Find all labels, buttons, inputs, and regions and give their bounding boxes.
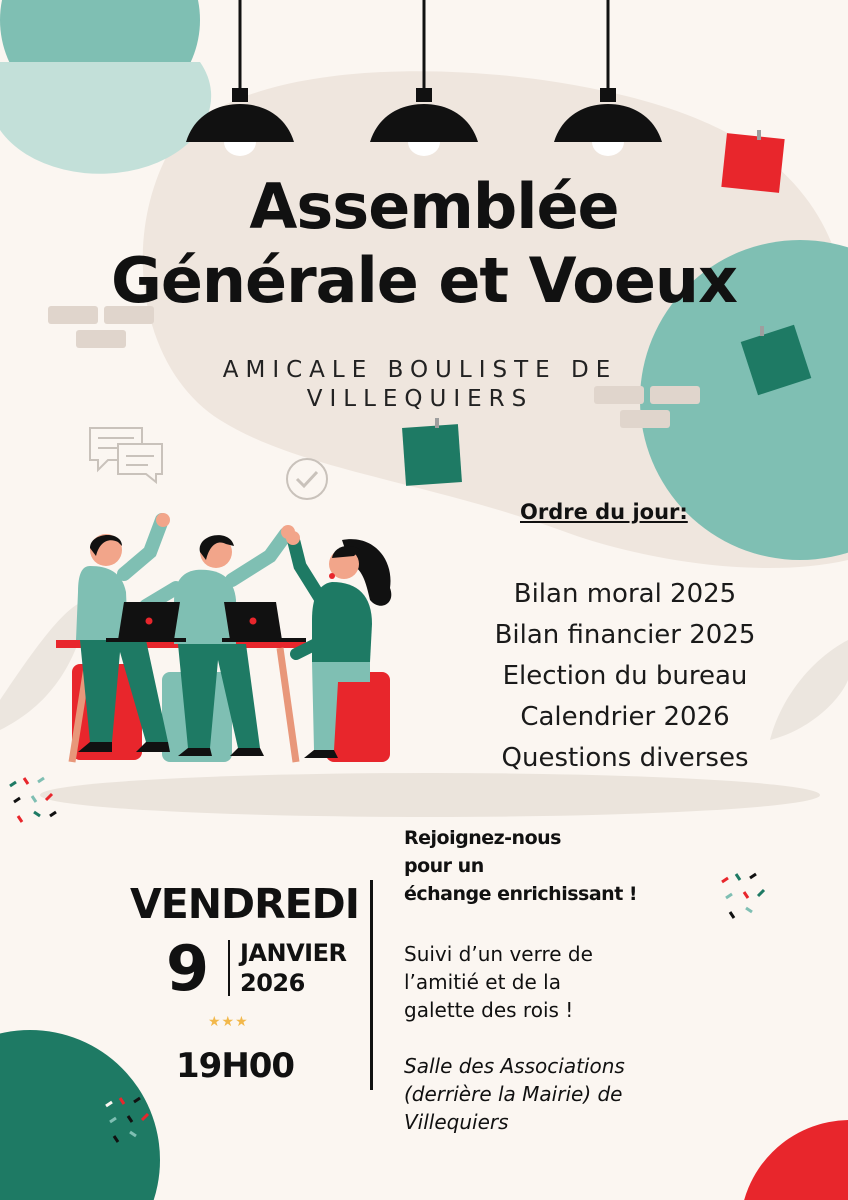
page-title-line-1: Assemblée (249, 170, 619, 243)
section-divider (370, 880, 373, 1090)
floor-shadow (40, 773, 820, 817)
event-month: JANVIER (240, 939, 347, 967)
confetti-icon (100, 1092, 160, 1152)
green-sticky-note-center (402, 418, 462, 486)
date-divider (228, 940, 230, 996)
hanging-lamps (180, 0, 670, 160)
hanging-lamp-icon (186, 0, 294, 156)
venue-line: Salle des Associations (404, 1054, 625, 1078)
laptop-right (222, 602, 306, 642)
followup-line: galette des rois ! (404, 998, 574, 1022)
venue-line: (derrière la Mairie) de (404, 1082, 623, 1106)
hanging-lamp-icon (370, 0, 478, 156)
agenda-item: Bilan moral 2025 (513, 579, 737, 609)
invitation-line: pour un (404, 855, 484, 877)
plant-right (770, 640, 848, 740)
invitation-text (404, 824, 637, 908)
followup-line: Suivi d’un verre de (404, 942, 593, 966)
followup-line: l’amitié et de la (404, 970, 561, 994)
star-icon: ★★★ (208, 1014, 249, 1030)
team-illustration (50, 512, 400, 768)
confetti-icon (716, 868, 776, 928)
event-year: 2026 (240, 969, 305, 997)
event-day: 9 (166, 932, 210, 1005)
agenda-item: Election du bureau (502, 661, 748, 691)
check-circle-icon (284, 456, 330, 502)
agenda-item: Bilan financier 2025 (494, 620, 756, 650)
event-weekday: VENDREDI (130, 880, 359, 928)
event-month-year (240, 938, 346, 998)
agenda-item: Calendrier 2026 (520, 702, 730, 732)
invitation-line: échange enrichissant ! (404, 883, 638, 905)
chat-bubbles-icon (86, 424, 166, 486)
organizer-name: AMICALE BOULISTE DE VILLEQUIERS (222, 357, 618, 412)
invitation-line: Rejoignez-nous (404, 827, 561, 849)
agenda-item: Questions diverses (501, 743, 749, 773)
brick (76, 330, 126, 348)
venue-line: Villequiers (404, 1110, 509, 1134)
red-circle-bottom-right (740, 1120, 848, 1200)
followup-text (404, 940, 593, 1024)
event-time: 19H00 (176, 1046, 295, 1086)
venue-text (404, 1052, 625, 1136)
agenda-heading: Ordre du jour: (520, 500, 688, 524)
confetti-icon (4, 772, 64, 832)
page-title-line-2: Générale et Voeux (110, 244, 738, 317)
hanging-lamp-icon (554, 0, 662, 156)
agenda-list (470, 574, 780, 779)
